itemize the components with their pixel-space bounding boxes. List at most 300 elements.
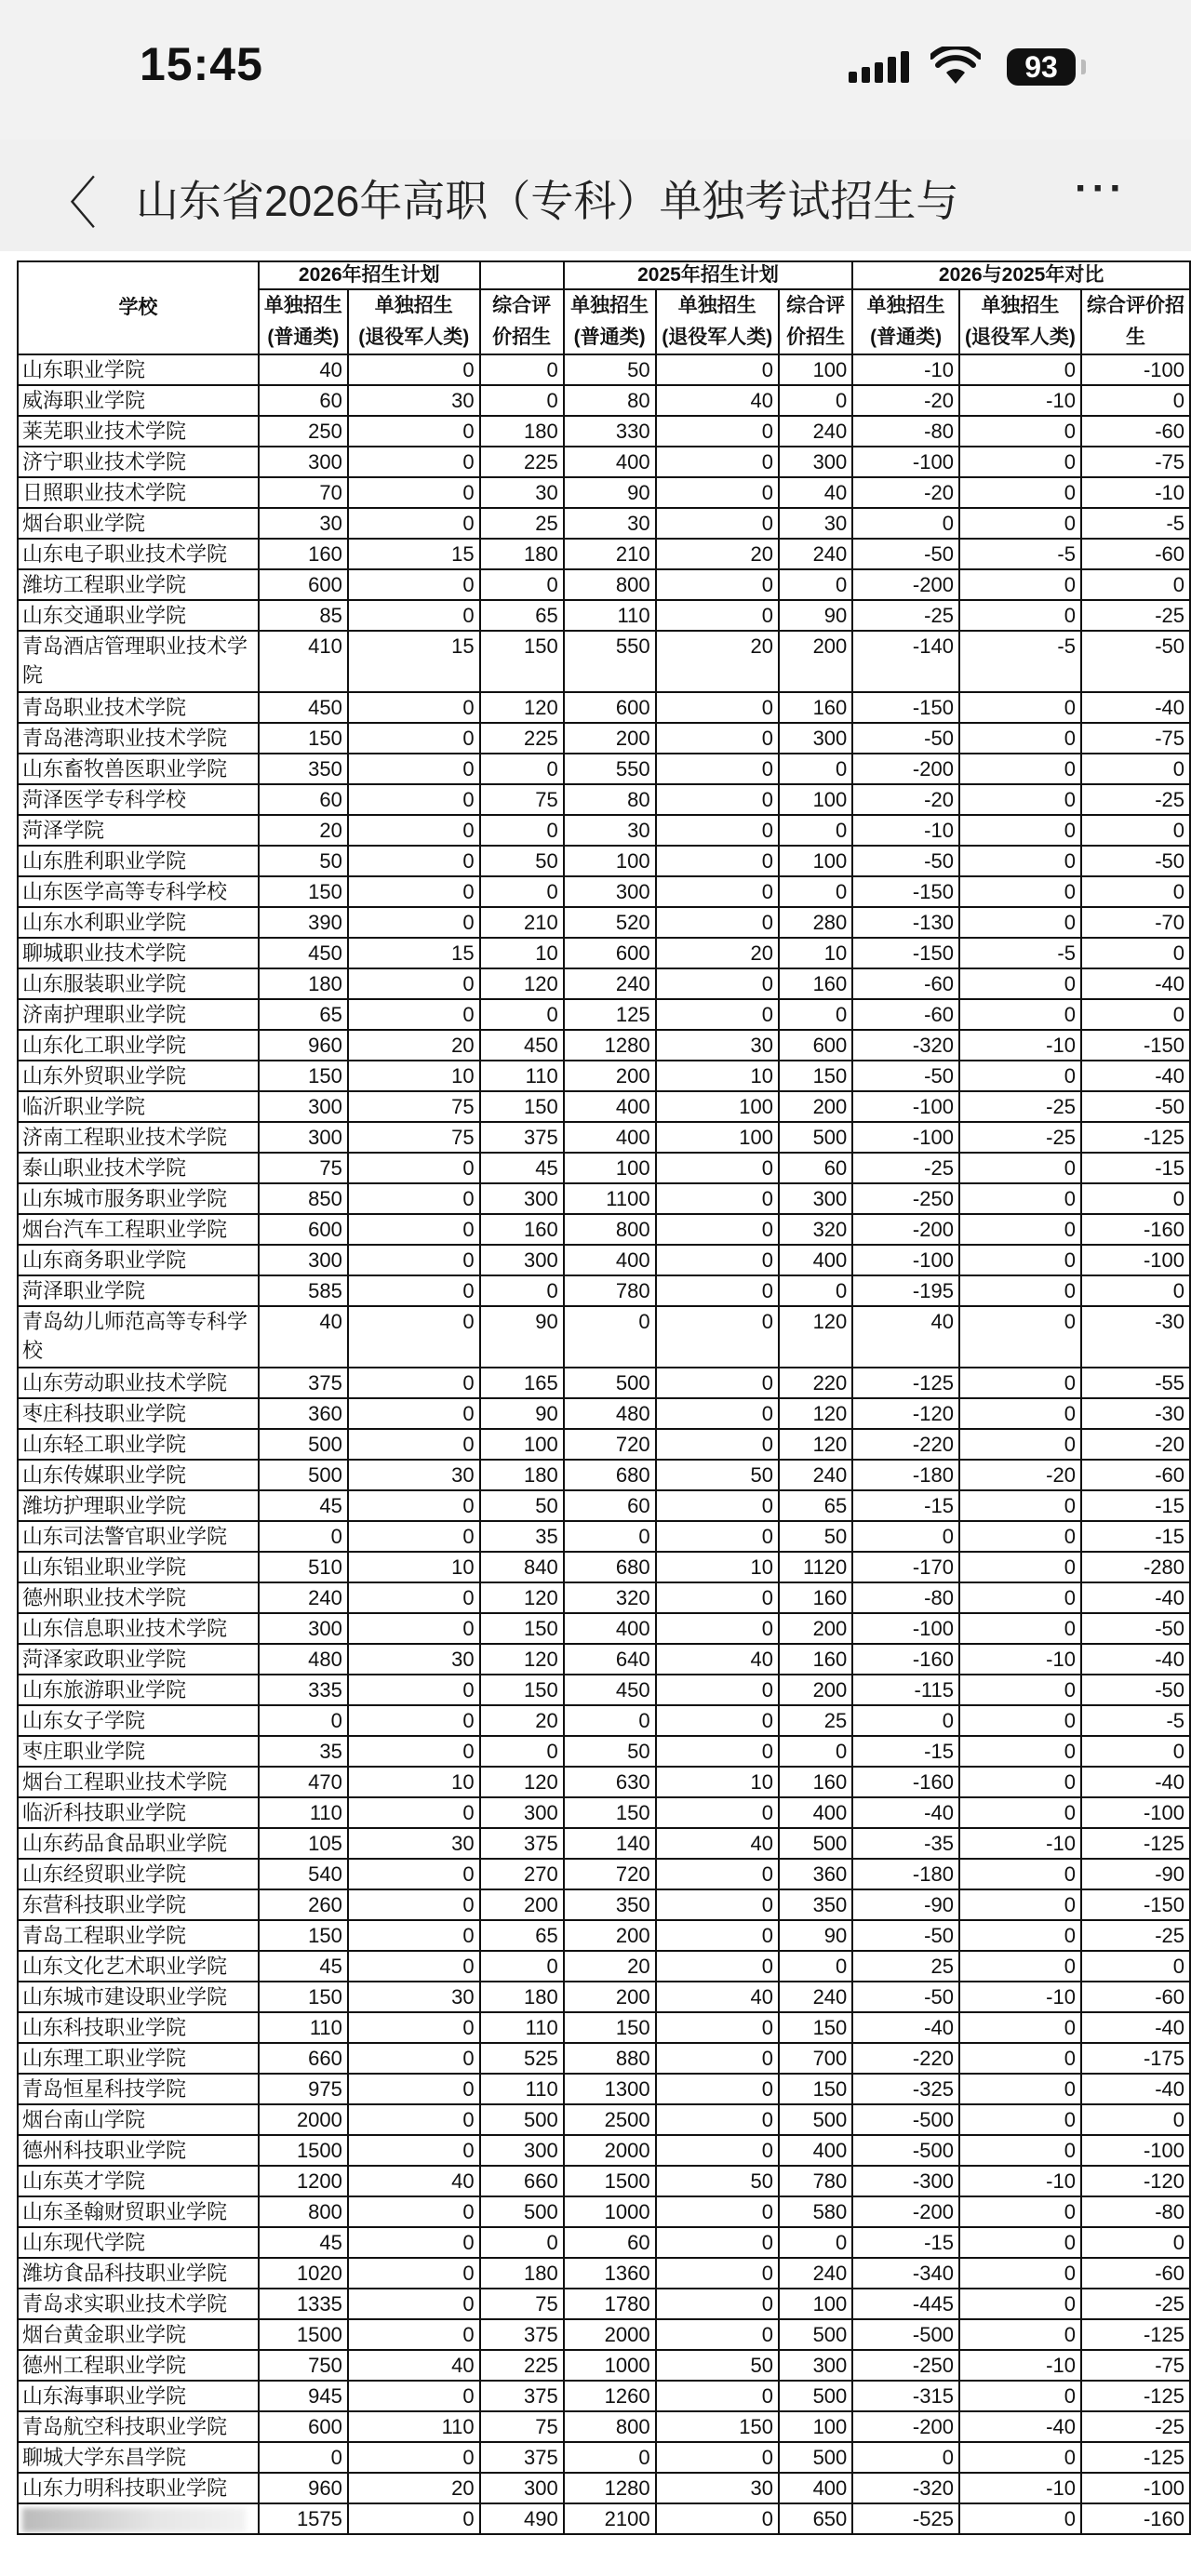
cell-2025-comprehensive: 0 — [779, 815, 852, 846]
cell-diff-general: -50 — [852, 1982, 959, 2012]
table-row — [18, 1429, 1190, 1460]
cell-2025-veteran: 10 — [656, 1061, 779, 1091]
enrollment-table-container — [17, 260, 1191, 2535]
cell-2026-veteran: 0 — [348, 477, 480, 508]
cell-diff-veteran: 0 — [959, 2319, 1081, 2350]
cell-2025-comprehensive: 780 — [779, 2166, 852, 2196]
cell-2026-comprehensive: 270 — [480, 1859, 564, 1889]
cell-diff-comprehensive: 0 — [1081, 2104, 1190, 2135]
cell-2026-comprehensive: 120 — [480, 1582, 564, 1613]
cell-2025-general: 2000 — [564, 2135, 656, 2166]
cell-2026-veteran: 0 — [348, 692, 480, 723]
cell-diff-general: -315 — [852, 2381, 959, 2411]
table-row — [18, 692, 1190, 723]
cell-2026-veteran: 40 — [348, 2166, 480, 2196]
cell-diff-veteran: 0 — [959, 2043, 1081, 2074]
cell-2026-comprehensive: 30 — [480, 477, 564, 508]
cell-diff-veteran: 0 — [959, 600, 1081, 631]
school-name: 山东海事职业学院 — [18, 2381, 259, 2411]
cell-diff-veteran: -5 — [959, 539, 1081, 569]
cell-2026-general: 40 — [259, 354, 348, 385]
cell-diff-general: 25 — [852, 1951, 959, 1982]
cell-2026-comprehensive: 120 — [480, 1644, 564, 1675]
cell-2025-veteran: 0 — [656, 2043, 779, 2074]
cell-diff-comprehensive: -50 — [1081, 1091, 1190, 1122]
table-row — [18, 784, 1190, 815]
school-name: 山东力明科技职业学院 — [18, 2473, 259, 2503]
cell-2026-general: 375 — [259, 1368, 348, 1398]
school-name: 山东司法警官职业学院 — [18, 1521, 259, 1552]
cell-2026-general: 250 — [259, 416, 348, 447]
cell-diff-veteran: 0 — [959, 1183, 1081, 1214]
column-header-line: (普通类) — [573, 327, 646, 348]
cell-2025-veteran: 0 — [656, 1398, 779, 1429]
school-name: 济南工程职业技术学院 — [18, 1122, 259, 1153]
cell-diff-comprehensive: -125 — [1081, 2442, 1190, 2473]
cell-diff-veteran: 0 — [959, 2442, 1081, 2473]
cell-diff-comprehensive: -60 — [1081, 1982, 1190, 2012]
cell-diff-veteran: -10 — [959, 385, 1081, 416]
school-name: 烟台南山学院 — [18, 2104, 259, 2135]
cell-2025-veteran: 20 — [656, 938, 779, 968]
cell-2026-veteran: 0 — [348, 354, 480, 385]
cell-diff-veteran: -10 — [959, 1030, 1081, 1061]
battery-tip — [1081, 60, 1086, 74]
cell-2025-veteran: 0 — [656, 876, 779, 907]
cell-diff-comprehensive: -125 — [1081, 1828, 1190, 1859]
cell-diff-comprehensive: -25 — [1081, 2411, 1190, 2442]
cell-diff-general: -20 — [852, 477, 959, 508]
cell-diff-comprehensive: -40 — [1081, 1061, 1190, 1091]
column-header-2026-comprehensive — [480, 289, 564, 354]
cell-diff-comprehensive: -30 — [1081, 1306, 1190, 1368]
cell-2026-general: 800 — [259, 2196, 348, 2227]
cell-diff-veteran: 0 — [959, 1214, 1081, 1245]
column-header-line: 单独招生 — [866, 295, 945, 316]
cell-2025-veteran: 0 — [656, 2012, 779, 2043]
cell-2026-general: 1200 — [259, 2166, 348, 2196]
cell-diff-veteran: 0 — [959, 477, 1081, 508]
cell-2025-comprehensive: 160 — [779, 1582, 852, 1613]
cell-diff-general: -200 — [852, 569, 959, 600]
cell-2026-comprehensive: 165 — [480, 1368, 564, 1398]
table-row — [18, 938, 1190, 968]
table-row — [18, 2503, 1190, 2534]
school-name: 德州科技职业学院 — [18, 2135, 259, 2166]
cell-diff-comprehensive: -60 — [1081, 416, 1190, 447]
cell-2026-veteran: 0 — [348, 508, 480, 539]
cell-2025-comprehensive: 0 — [779, 999, 852, 1030]
cell-diff-comprehensive: -40 — [1081, 968, 1190, 999]
cell-2025-comprehensive: 100 — [779, 846, 852, 876]
cell-2026-comprehensive: 25 — [480, 508, 564, 539]
cell-2025-comprehensive: 50 — [779, 1521, 852, 1552]
enrollment-table — [17, 260, 1191, 2535]
cell-2025-veteran: 0 — [656, 1429, 779, 1460]
cell-diff-comprehensive: 0 — [1081, 2227, 1190, 2258]
table-row — [18, 1153, 1190, 1183]
table-row — [18, 999, 1190, 1030]
cell-2025-comprehensive: 650 — [779, 2503, 852, 2534]
cell-2025-comprehensive: 65 — [779, 1490, 852, 1521]
cell-diff-general: 40 — [852, 1306, 959, 1368]
cell-diff-comprehensive: -70 — [1081, 907, 1190, 938]
cell-diff-comprehensive: -15 — [1081, 1153, 1190, 1183]
cell-diff-comprehensive: -40 — [1081, 692, 1190, 723]
cell-diff-general: -170 — [852, 1552, 959, 1582]
cell-diff-comprehensive: -120 — [1081, 2166, 1190, 2196]
cell-diff-comprehensive: -150 — [1081, 1889, 1190, 1920]
table-row — [18, 2289, 1190, 2319]
cell-2026-veteran: 0 — [348, 416, 480, 447]
school-name: 菏泽职业学院 — [18, 1275, 259, 1306]
school-name: 山东文化艺术职业学院 — [18, 1951, 259, 1982]
table-row — [18, 1521, 1190, 1552]
cell-2026-comprehensive: 375 — [480, 1122, 564, 1153]
cell-2025-veteran: 50 — [656, 2166, 779, 2196]
cell-diff-veteran: 0 — [959, 968, 1081, 999]
more-options-button[interactable]: ··· — [1075, 166, 1127, 211]
cell-diff-comprehensive: -50 — [1081, 846, 1190, 876]
cell-2025-comprehensive: 700 — [779, 2043, 852, 2074]
cell-diff-veteran: 0 — [959, 1061, 1081, 1091]
cell-diff-general: -25 — [852, 1153, 959, 1183]
cell-diff-veteran: 0 — [959, 569, 1081, 600]
cell-2026-general: 45 — [259, 1490, 348, 1521]
cell-diff-veteran: 0 — [959, 354, 1081, 385]
cell-2025-general: 200 — [564, 723, 656, 754]
cell-diff-veteran: 0 — [959, 1736, 1081, 1767]
school-name — [18, 2503, 259, 2534]
wifi-icon — [930, 47, 981, 86]
battery-icon: 93 — [1007, 48, 1076, 86]
cell-diff-veteran: 0 — [959, 1797, 1081, 1828]
cell-2026-veteran: 0 — [348, 2074, 480, 2104]
cell-2025-veteran: 0 — [656, 2442, 779, 2473]
school-name: 聊城大学东昌学院 — [18, 2442, 259, 2473]
cell-2026-veteran: 0 — [348, 2442, 480, 2473]
cell-diff-veteran: 0 — [959, 2012, 1081, 2043]
cell-2026-veteran: 0 — [348, 2289, 480, 2319]
cell-diff-general: -445 — [852, 2289, 959, 2319]
cell-2025-comprehensive: 300 — [779, 1183, 852, 1214]
cell-diff-veteran: 0 — [959, 2381, 1081, 2411]
cell-2026-veteran: 0 — [348, 723, 480, 754]
cell-2025-veteran: 0 — [656, 2381, 779, 2411]
cell-diff-general: -60 — [852, 999, 959, 1030]
cell-2025-veteran: 0 — [656, 815, 779, 846]
blurred-school-name — [22, 2508, 246, 2532]
cell-diff-comprehensive: -125 — [1081, 1122, 1190, 1153]
cell-diff-general: -500 — [852, 2104, 959, 2135]
cell-2025-veteran: 30 — [656, 1030, 779, 1061]
cell-diff-general: -100 — [852, 1091, 959, 1122]
column-header-2025-general — [564, 289, 656, 354]
cell-diff-veteran: 0 — [959, 1429, 1081, 1460]
school-name: 烟台黄金职业学院 — [18, 2319, 259, 2350]
cell-2026-veteran: 30 — [348, 1460, 480, 1490]
cell-diff-general: -200 — [852, 2411, 959, 2442]
cell-diff-veteran: -20 — [959, 1460, 1081, 1490]
cell-2026-veteran: 0 — [348, 2258, 480, 2289]
table-row — [18, 539, 1190, 569]
cell-2026-comprehensive: 490 — [480, 2503, 564, 2534]
cell-2025-general: 200 — [564, 1982, 656, 2012]
table-row — [18, 2074, 1190, 2104]
school-name: 济南护理职业学院 — [18, 999, 259, 1030]
cell-2025-general: 450 — [564, 1675, 656, 1705]
column-header-line: 综合评 — [786, 295, 846, 316]
cell-diff-veteran: 0 — [959, 723, 1081, 754]
cell-diff-general: -50 — [852, 723, 959, 754]
cell-diff-comprehensive: -60 — [1081, 2258, 1190, 2289]
cell-2026-general: 500 — [259, 1429, 348, 1460]
table-row — [18, 2411, 1190, 2442]
cell-2026-veteran: 30 — [348, 385, 480, 416]
cell-diff-comprehensive: -125 — [1081, 2381, 1190, 2411]
cell-diff-comprehensive: -20 — [1081, 1429, 1190, 1460]
cellular-signal-icon — [849, 51, 909, 83]
cell-diff-veteran: -25 — [959, 1091, 1081, 1122]
cell-diff-general: -80 — [852, 1582, 959, 1613]
cell-2026-general: 45 — [259, 1951, 348, 1982]
cell-2026-comprehensive: 210 — [480, 907, 564, 938]
cell-2026-veteran: 0 — [348, 1521, 480, 1552]
cell-2025-comprehensive: 220 — [779, 1368, 852, 1398]
cell-2025-comprehensive: 100 — [779, 2411, 852, 2442]
cell-2026-general: 110 — [259, 2012, 348, 2043]
cell-2026-comprehensive: 110 — [480, 1061, 564, 1091]
cell-2026-veteran: 0 — [348, 876, 480, 907]
cell-diff-veteran: 0 — [959, 2503, 1081, 2534]
table-row — [18, 1398, 1190, 1429]
cell-2026-general: 470 — [259, 1767, 348, 1797]
cell-2026-comprehensive: 90 — [480, 1398, 564, 1429]
cell-diff-comprehensive: -75 — [1081, 2350, 1190, 2381]
cell-diff-general: -220 — [852, 1429, 959, 1460]
cell-2025-veteran: 0 — [656, 1675, 779, 1705]
cell-2025-veteran: 0 — [656, 416, 779, 447]
cell-2025-comprehensive: 30 — [779, 508, 852, 539]
table-row — [18, 1767, 1190, 1797]
cell-diff-veteran: 0 — [959, 1613, 1081, 1644]
cell-2025-comprehensive: 240 — [779, 2258, 852, 2289]
table-row — [18, 2381, 1190, 2411]
cell-2025-general: 20 — [564, 1951, 656, 1982]
cell-2026-general: 35 — [259, 1736, 348, 1767]
cell-2025-comprehensive: 25 — [779, 1705, 852, 1736]
cell-2025-general: 720 — [564, 1429, 656, 1460]
cell-2025-comprehensive: 100 — [779, 354, 852, 385]
cell-diff-comprehensive: -25 — [1081, 1920, 1190, 1951]
cell-2025-veteran: 0 — [656, 1859, 779, 1889]
cell-2026-general: 390 — [259, 907, 348, 938]
cell-diff-general: -115 — [852, 1675, 959, 1705]
cell-2025-veteran: 0 — [656, 1183, 779, 1214]
school-name: 山东水利职业学院 — [18, 907, 259, 938]
cell-2025-veteran: 20 — [656, 539, 779, 569]
cell-2026-veteran: 0 — [348, 1736, 480, 1767]
column-header-line: 综合评 — [492, 295, 552, 316]
cell-diff-veteran: 0 — [959, 2289, 1081, 2319]
cell-diff-comprehensive: -40 — [1081, 1582, 1190, 1613]
cell-2026-veteran: 0 — [348, 907, 480, 938]
cell-2025-comprehensive: 200 — [779, 1091, 852, 1122]
cell-2025-general: 400 — [564, 447, 656, 477]
cell-2026-veteran: 0 — [348, 2319, 480, 2350]
cell-2026-comprehensive: 150 — [480, 1091, 564, 1122]
cell-2025-general: 240 — [564, 968, 656, 999]
cell-2026-comprehensive: 0 — [480, 1736, 564, 1767]
cell-2026-general: 85 — [259, 600, 348, 631]
cell-2026-comprehensive: 840 — [480, 1552, 564, 1582]
cell-diff-general: -20 — [852, 784, 959, 815]
cell-2026-general: 1020 — [259, 2258, 348, 2289]
cell-2026-comprehensive: 180 — [480, 2258, 564, 2289]
cell-diff-comprehensive: -40 — [1081, 2012, 1190, 2043]
school-name: 山东医学高等专科学校 — [18, 876, 259, 907]
school-name: 山东现代学院 — [18, 2227, 259, 2258]
school-name: 山东商务职业学院 — [18, 1245, 259, 1275]
cell-2026-comprehensive: 150 — [480, 631, 564, 692]
table-row — [18, 1797, 1190, 1828]
cell-2025-comprehensive: 150 — [779, 1061, 852, 1091]
cell-2025-veteran: 0 — [656, 2503, 779, 2534]
cell-2026-veteran: 0 — [348, 1675, 480, 1705]
cell-diff-general: -100 — [852, 447, 959, 477]
cell-2026-general: 410 — [259, 631, 348, 692]
school-name: 青岛酒店管理职业技术学院 — [18, 631, 259, 692]
cell-diff-general: -50 — [852, 1061, 959, 1091]
column-header-line: (普通类) — [267, 327, 340, 348]
cell-diff-comprehensive: -75 — [1081, 447, 1190, 477]
cell-diff-comprehensive: -175 — [1081, 2043, 1190, 2074]
table-row — [18, 1736, 1190, 1767]
table-row — [18, 1889, 1190, 1920]
cell-diff-general: -125 — [852, 1368, 959, 1398]
school-name: 潍坊工程职业学院 — [18, 569, 259, 600]
cell-diff-general: -500 — [852, 2319, 959, 2350]
cell-2026-general: 600 — [259, 2411, 348, 2442]
cell-2025-comprehensive: 150 — [779, 2074, 852, 2104]
school-name: 菏泽医学专科学校 — [18, 784, 259, 815]
cell-diff-comprehensive: -40 — [1081, 1644, 1190, 1675]
cell-2026-general: 360 — [259, 1398, 348, 1429]
cell-2026-general: 150 — [259, 723, 348, 754]
cell-diff-veteran: 0 — [959, 1490, 1081, 1521]
cell-2026-comprehensive: 660 — [480, 2166, 564, 2196]
cell-2025-comprehensive: 500 — [779, 1122, 852, 1153]
table-row — [18, 1306, 1190, 1368]
group-header-empty — [480, 261, 564, 289]
cell-2026-comprehensive: 20 — [480, 1705, 564, 1736]
cell-2025-comprehensive: 580 — [779, 2196, 852, 2227]
cell-2025-general: 1780 — [564, 2289, 656, 2319]
cell-2026-veteran: 0 — [348, 1920, 480, 1951]
cell-2026-general: 65 — [259, 999, 348, 1030]
cell-2026-comprehensive: 160 — [480, 1214, 564, 1245]
cell-2025-veteran: 50 — [656, 2350, 779, 2381]
cell-2026-comprehensive: 225 — [480, 2350, 564, 2381]
cell-2026-general: 60 — [259, 784, 348, 815]
cell-diff-general: -80 — [852, 416, 959, 447]
cell-diff-comprehensive: 0 — [1081, 999, 1190, 1030]
cell-2026-comprehensive: 375 — [480, 1828, 564, 1859]
cell-2026-veteran: 0 — [348, 968, 480, 999]
cell-2025-comprehensive: 0 — [779, 2227, 852, 2258]
cell-2025-comprehensive: 500 — [779, 2381, 852, 2411]
cell-2025-comprehensive: 240 — [779, 416, 852, 447]
cell-2025-veteran: 0 — [656, 1613, 779, 1644]
cell-2025-comprehensive: 160 — [779, 968, 852, 999]
cell-2026-veteran: 0 — [348, 2381, 480, 2411]
status-time: 15:45 — [140, 38, 263, 90]
group-header-2025: 2025年招生计划 — [564, 261, 853, 289]
cell-2025-general: 2100 — [564, 2503, 656, 2534]
cell-2025-comprehensive: 100 — [779, 2289, 852, 2319]
cell-2025-comprehensive: 150 — [779, 2012, 852, 2043]
cell-2025-general: 680 — [564, 1460, 656, 1490]
cell-diff-veteran: 0 — [959, 416, 1081, 447]
cell-2026-general: 585 — [259, 1275, 348, 1306]
cell-diff-veteran: 0 — [959, 2104, 1081, 2135]
cell-2026-veteran: 15 — [348, 539, 480, 569]
cell-2026-comprehensive: 65 — [480, 1920, 564, 1951]
cell-2026-veteran: 40 — [348, 2350, 480, 2381]
school-name: 烟台汽车工程职业学院 — [18, 1214, 259, 1245]
cell-2026-veteran: 0 — [348, 1245, 480, 1275]
cell-2026-general: 300 — [259, 1091, 348, 1122]
cell-2026-comprehensive: 0 — [480, 354, 564, 385]
cell-diff-veteran: -10 — [959, 2473, 1081, 2503]
table-row — [18, 1275, 1190, 1306]
cell-diff-comprehensive: -160 — [1081, 2503, 1190, 2534]
cell-2025-general: 0 — [564, 1306, 656, 1368]
cell-diff-comprehensive: -40 — [1081, 2074, 1190, 2104]
cell-diff-veteran: 0 — [959, 815, 1081, 846]
cell-2026-comprehensive: 0 — [480, 2227, 564, 2258]
cell-diff-general: -100 — [852, 1122, 959, 1153]
cell-2025-general: 1500 — [564, 2166, 656, 2196]
cell-diff-comprehensive: -100 — [1081, 1245, 1190, 1275]
school-name: 青岛航空科技职业学院 — [18, 2411, 259, 2442]
table-row — [18, 723, 1190, 754]
back-button[interactable]: 〈 — [41, 173, 97, 235]
school-name: 临沂科技职业学院 — [18, 1797, 259, 1828]
cell-2025-comprehensive: 0 — [779, 876, 852, 907]
cell-diff-comprehensive: 0 — [1081, 569, 1190, 600]
cell-2026-veteran: 0 — [348, 1797, 480, 1828]
cell-2026-comprehensive: 75 — [480, 2289, 564, 2319]
table-row — [18, 2135, 1190, 2166]
cell-2026-general: 45 — [259, 2227, 348, 2258]
table-row — [18, 1091, 1190, 1122]
cell-diff-veteran: 0 — [959, 692, 1081, 723]
column-header-2025-comprehensive — [779, 289, 852, 354]
cell-2025-general: 550 — [564, 754, 656, 784]
cell-2025-general: 630 — [564, 1767, 656, 1797]
school-name: 青岛港湾职业技术学院 — [18, 723, 259, 754]
school-name: 山东城市服务职业学院 — [18, 1183, 259, 1214]
cell-diff-veteran: 0 — [959, 754, 1081, 784]
cell-2025-veteran: 0 — [656, 1736, 779, 1767]
school-name: 东营科技职业学院 — [18, 1889, 259, 1920]
cell-diff-veteran: 0 — [959, 1398, 1081, 1429]
cell-2026-comprehensive: 0 — [480, 754, 564, 784]
cell-2025-general: 200 — [564, 1061, 656, 1091]
school-name: 泰山职业技术学院 — [18, 1153, 259, 1183]
cell-2025-veteran: 0 — [656, 477, 779, 508]
